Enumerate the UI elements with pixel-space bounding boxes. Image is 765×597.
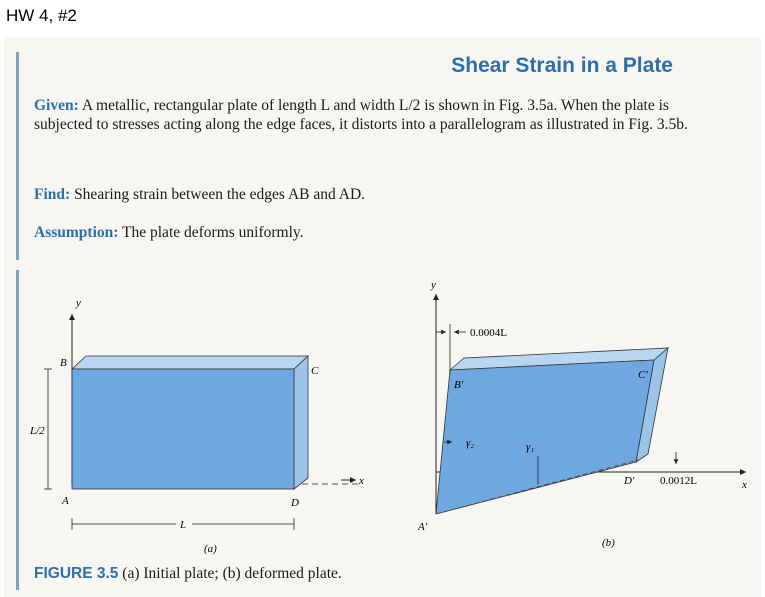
length-label: L <box>180 519 187 531</box>
x-label-b: x <box>742 479 747 491</box>
figure-b <box>417 279 747 549</box>
given-label: Given: <box>34 97 79 114</box>
corner-a-a: A <box>62 495 69 507</box>
assumption-text: The plate deforms uniformly. <box>122 224 304 241</box>
caption-text: (a) Initial plate; (b) deformed plate. <box>122 565 342 582</box>
x-label-a: x <box>359 475 364 487</box>
width-label: L/2 <box>30 425 45 437</box>
assumption-label: Assumption: <box>34 224 119 241</box>
find-text: Shearing strain between the edges AB and AD. <box>74 186 366 203</box>
sublabel-b: (b) <box>602 537 615 549</box>
right-offset-label: 0.0012L <box>660 475 697 487</box>
caption-label: FIGURE 3.5 <box>34 565 119 582</box>
corner-d-a: D <box>291 497 299 509</box>
corner-b-a: B <box>60 357 67 369</box>
corner-c-b: C′ <box>638 369 648 381</box>
corner-c-a: C <box>311 365 319 377</box>
plate-a <box>72 369 294 489</box>
find-paragraph <box>34 185 365 204</box>
given-text: A metallic, rectangular plate of length L and width L/2 is shown in Fig. 3.5a. When the plate is subjected to stresses acting along the edge faces, it distorts into a parallelogram as illustrated in Fig. 3.5b. <box>34 97 688 133</box>
margin-bar <box>16 270 19 590</box>
margin-bar <box>16 52 19 260</box>
corner-d-b: D′ <box>624 475 635 487</box>
figure-a <box>29 297 364 555</box>
gamma1-label: γ₁ <box>526 441 535 453</box>
top-offset-label: 0.0004L <box>470 327 507 339</box>
corner-a-b: A′ <box>418 521 428 533</box>
figure-caption <box>34 565 342 583</box>
problem-title: Shear Strain in a Plate <box>451 54 673 77</box>
gamma2-label: γ₂ <box>466 437 475 449</box>
given-paragraph <box>34 96 694 134</box>
textbook-page <box>4 38 761 597</box>
assumption-paragraph <box>34 223 304 242</box>
y-label-a: y <box>76 297 81 309</box>
plate-a-top-face <box>72 356 308 369</box>
find-label: Find: <box>34 186 71 203</box>
sublabel-a: (a) <box>204 543 217 555</box>
figure-3-5 <box>26 274 756 564</box>
plate-a-side-face <box>294 356 308 489</box>
y-label-b: y <box>431 279 436 291</box>
corner-b-b: B′ <box>454 379 464 391</box>
homework-title: HW 4, #2 <box>6 6 77 25</box>
